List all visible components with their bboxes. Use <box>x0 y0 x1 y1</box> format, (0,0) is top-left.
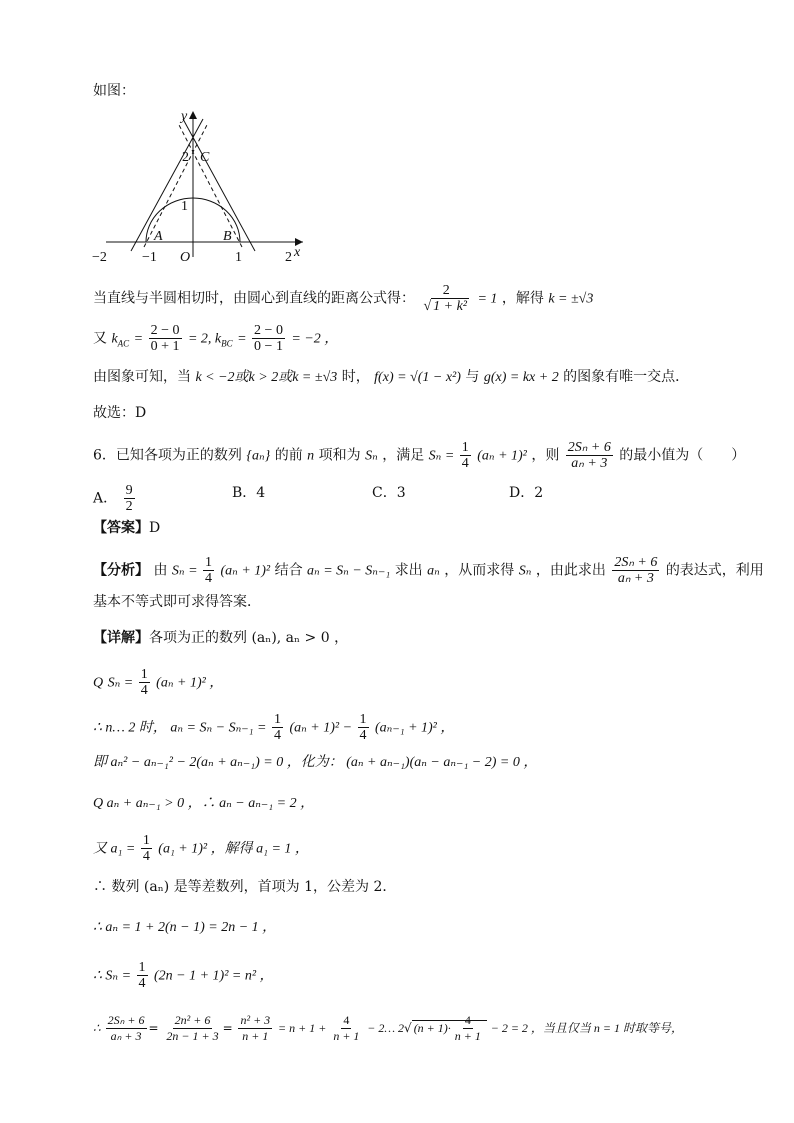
tick-x-2: 2 <box>285 250 292 265</box>
analysis-line-2: 基本不等式即可求得答案． <box>93 594 261 610</box>
answer-tag: 【答案】 <box>93 520 149 536</box>
tick-x-neg2: −2 <box>92 250 107 265</box>
detail-line-8 <box>93 917 276 938</box>
math-segment: Q aₙ + aₙ₋₁ > 0 ，∴ aₙ − aₙ₋₁ = 2 ， <box>93 796 315 811</box>
fraction <box>149 323 182 354</box>
math-segment: = n + 1 + <box>278 1021 330 1035</box>
math-segment: ∴ aₙ = 1 + 2(n − 1) = 2n − 1 ， <box>93 920 277 935</box>
option-b[interactable]: B．4 <box>232 485 266 501</box>
text-segment: ，则 <box>531 447 564 464</box>
tick-y-2: 2 <box>182 150 189 165</box>
denominator: 4 <box>205 571 213 586</box>
math-segment: n <box>307 448 315 464</box>
text-segment: 又 <box>93 330 112 347</box>
math-segment: (aₙ + 1)² − <box>289 720 356 736</box>
detail-line-10: ∴ $\frac{\text{2Sₙ + 6}}{\text{aₙ + 3}}$ = $\frac{\text{2n² + 6}}{2n - 1 + 3}$ = $\frac{\text{n² + 3}}{n + 1}$ = n + 1 + $\frac{4}{n + 1}$ − 2… 2√ (n + 1)· $\frac{4}{n + 1}$ − 2 = 2 ，当且仅当 n = 1 时取等号， <box>93 1013 684 1043</box>
axis-label-x: x <box>294 245 301 260</box>
math-segment: ∴ Sₙ = <box>93 968 135 984</box>
tick-x-neg1: −1 <box>142 250 157 265</box>
denominator: aₙ + 3 <box>617 571 654 586</box>
label-c: C <box>200 150 210 165</box>
axis-label-y: y <box>181 109 188 124</box>
text-segment: ，解得 <box>501 290 549 307</box>
text-segment: 由图象可知，当 <box>93 369 196 385</box>
numerator: 1 <box>205 555 213 570</box>
math-segment: (2n − 1 + 1)² = n² ， <box>153 968 274 984</box>
denominator: 2n − 1 + 3 <box>166 1029 219 1043</box>
option-c[interactable]: C．3 <box>372 485 406 501</box>
denominator: 4 <box>273 728 281 743</box>
math-segment: = <box>237 331 251 347</box>
graph-figure <box>88 105 313 265</box>
text-segment: ，从而求得 <box>444 562 519 579</box>
numerator: 2 − 0 <box>254 323 283 338</box>
numerator: 2Sₙ + 6 <box>107 1013 145 1027</box>
text-segment: 求出 <box>394 562 423 579</box>
numerator: 1 <box>461 440 469 455</box>
math-segment: Sₙ <box>518 563 532 579</box>
math-segment: f(x) = √(1 − x²) <box>374 370 461 385</box>
detail-tag: 【详解】 <box>93 630 149 646</box>
denominator: 4 <box>140 683 148 698</box>
text-segment: 的最小值为（ ） <box>619 447 746 464</box>
math-segment: Sₙ = <box>107 675 137 691</box>
denominator: n + 1 <box>333 1029 360 1043</box>
numerator: 1 <box>138 960 146 975</box>
math-segment: 又 a₁ = <box>93 841 139 857</box>
math-segment: = 1 <box>477 291 498 307</box>
text-segment: 时， <box>341 369 375 385</box>
detail-line-6 <box>93 833 309 864</box>
denominator: 0 + 1 <box>150 339 180 354</box>
denominator: 0 − 1 <box>254 339 283 354</box>
math-segment: aₙ = Sₙ − Sₙ₋₁ <box>307 563 391 579</box>
dashed-line-bc <box>178 123 242 247</box>
text-segment: 当直线与半圆相切时，由圆心到直线的距离公式得： <box>93 290 415 307</box>
math-segment: Sₙ <box>365 448 378 464</box>
text-segment: 的图象有唯一交点． <box>563 369 690 385</box>
fraction <box>272 712 283 743</box>
numerator: 2 <box>442 283 450 298</box>
numerator: 2 − 0 <box>150 323 180 338</box>
fraction <box>106 1013 147 1044</box>
text-segment: 各项为正的数列 (aₙ), aₙ > 0 ， <box>149 630 349 646</box>
numerator: 2n² + 6 <box>174 1013 211 1027</box>
math-segment: (aₙ₋₁ + 1)² ， <box>374 720 455 736</box>
fraction <box>460 440 471 471</box>
fraction <box>358 712 369 743</box>
numerator: 1 <box>140 667 148 682</box>
numerator: 1 <box>359 712 367 727</box>
label-b: B <box>223 229 232 244</box>
numerator: 4 <box>464 1013 471 1027</box>
math-segment: Sₙ = <box>428 448 458 464</box>
math-segment: k = ±√3 <box>548 291 594 307</box>
denominator: 4 <box>461 456 469 471</box>
math-segment: (aₙ + 1)² <box>477 448 527 464</box>
denominator: 4 <box>359 728 367 743</box>
numerator: n² + 3 <box>240 1013 271 1027</box>
detail-line-2 <box>93 667 223 698</box>
math-segment: {aₙ} <box>246 448 271 464</box>
tick-x-1: 1 <box>235 250 242 265</box>
math-segment: Q <box>93 675 104 691</box>
math-segment: (n + 1)· <box>413 1021 451 1035</box>
denominator: aₙ + 3 <box>571 456 608 471</box>
fraction <box>252 323 285 354</box>
tangent-line-left <box>131 119 203 251</box>
math-segment: (a₁ + 1)² ，解得 a₁ = 1 ， <box>158 841 309 857</box>
denominator: n + 1 <box>242 1029 269 1043</box>
slope-line <box>93 323 338 354</box>
tick-y-1: 1 <box>181 199 188 214</box>
radicand <box>412 1013 487 1043</box>
numerator: 1 <box>273 712 281 727</box>
fraction <box>141 833 152 864</box>
math-segment: = −2 ， <box>291 331 339 347</box>
math-segment: = <box>133 331 147 347</box>
text-segment: 结合 <box>274 562 308 579</box>
fraction <box>139 667 150 698</box>
question-6 <box>93 440 745 471</box>
tangent-line-right <box>183 119 255 251</box>
denominator: √ 1 + k² <box>423 299 467 314</box>
text-segment: 项和为 <box>318 447 366 464</box>
detail-line-9 <box>93 960 274 991</box>
fraction <box>566 440 613 471</box>
math-segment: k <box>214 331 222 347</box>
fraction <box>137 960 148 991</box>
math-segment: aₙ <box>427 563 440 579</box>
tangent-condition-line <box>93 283 593 314</box>
denominator: 4 <box>138 976 146 991</box>
y-axis-arrow-icon <box>189 111 197 119</box>
numerator: 9 <box>125 483 133 498</box>
fraction <box>203 555 214 586</box>
math-segment: ∴ n… 2 时， aₙ = Sₙ − Sₙ₋₁ = <box>93 720 270 736</box>
radicand: 1 + k² <box>433 299 467 314</box>
option-label: A． <box>93 490 118 507</box>
math-segment: − 2 = 2 ，当且仅当 n = 1 时取等号， <box>490 1021 684 1035</box>
fraction <box>164 1013 220 1044</box>
text-segment: 的前 <box>274 447 303 464</box>
detail-line-7: ∴ 数列 (aₙ) 是等差数列，首项为 1，公差为 2． <box>93 879 397 895</box>
math-segment: k < −2或k > 2或k = ±√3 <box>195 370 338 385</box>
math-segment: g(x) = kx + 2 <box>483 370 559 385</box>
text-segment: 6．已知各项为正的数列 <box>93 447 242 464</box>
fraction <box>612 555 659 586</box>
label-origin: O <box>180 250 191 265</box>
fraction <box>238 1013 272 1044</box>
intro-text: 如图： <box>93 83 135 99</box>
denominator: 2 <box>125 499 133 514</box>
math-segment: (aₙ + 1)² <box>220 563 271 579</box>
choice-line: 故选：D <box>93 405 147 421</box>
detail-line-3 <box>93 712 454 743</box>
analysis-line-1 <box>93 555 764 586</box>
math-segment: 即 aₙ² − aₙ₋₁² − 2(aₙ + aₙ₋₁) = 0 ，化为： (aₙ + aₙ₋₁)(aₙ − aₙ₋₁ − 2) = 0 ， <box>93 755 538 770</box>
label-a: A <box>154 229 163 244</box>
denominator: 4 <box>142 849 150 864</box>
fraction <box>453 1013 483 1044</box>
subscript: AC <box>117 338 130 349</box>
text-segment: 的表达式，利用 <box>665 562 764 579</box>
subscript: BC <box>221 338 233 349</box>
analysis-tag: 【分析】 <box>93 562 149 579</box>
fraction <box>124 483 135 514</box>
math-segment: ∴ <box>93 1021 104 1035</box>
detail-line-1 <box>93 628 348 648</box>
numerator: 1 <box>142 833 150 848</box>
math-segment: = 2, <box>187 331 215 347</box>
math-segment: k <box>111 331 118 347</box>
text-segment: 由 <box>153 562 172 579</box>
text-segment: ，由此求出 <box>535 562 611 579</box>
answer-value: D <box>149 520 161 536</box>
detail-line-5 <box>93 793 314 814</box>
math-segment: Sₙ = <box>171 563 202 579</box>
text-segment: ，满足 <box>382 447 429 464</box>
fraction <box>421 283 471 314</box>
option-a[interactable] <box>93 483 137 514</box>
denominator: aₙ + 3 <box>110 1029 142 1043</box>
math-segment: (aₙ + 1)² ， <box>156 675 224 691</box>
numerator: 2Sₙ + 6 <box>614 555 658 570</box>
answer-line <box>93 518 160 538</box>
conclusion-line <box>93 367 689 388</box>
fraction <box>331 1013 361 1044</box>
denominator: n + 1 <box>454 1029 481 1043</box>
numerator: 4 <box>343 1013 350 1027</box>
text-segment: 与 <box>465 369 484 385</box>
detail-line-4 <box>93 752 537 773</box>
option-d[interactable]: D．2 <box>509 485 544 501</box>
math-segment: − 2… 2 <box>367 1021 405 1035</box>
numerator: 2Sₙ + 6 <box>567 440 611 455</box>
